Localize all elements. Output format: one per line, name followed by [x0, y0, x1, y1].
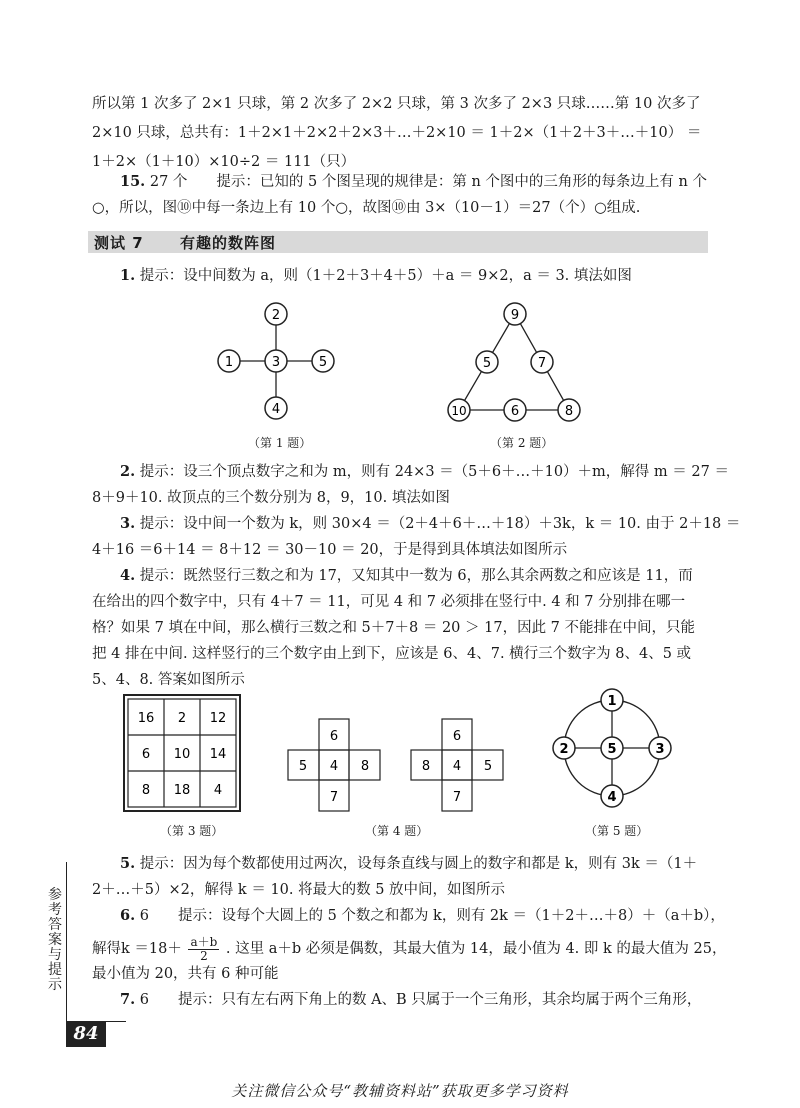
text-segment: 解得k ＝18＋: [92, 941, 182, 957]
svg-text:8: 8: [564, 404, 574, 419]
grid-cell: 10: [173, 747, 191, 762]
cell-top: 6: [452, 729, 462, 744]
text-line: 最小值为 20，共有 6 种可能: [92, 966, 279, 982]
answer-15: [120, 172, 707, 192]
answer-text: 提示：因为每个数都使用过两次，设每条直线与圆上的数字和都是 k，则有 3k ＝（1＋: [139, 856, 698, 872]
figure-2-diagram: [440, 300, 590, 425]
answer-text: 27 个 提示：已知的 5 个图呈现的规律是：第 n 个图中的三角形的每条边上有 n 个: [149, 174, 707, 190]
answer-7: [120, 990, 701, 1010]
text-line: 2×10 只球，总共有：1＋2×1＋2×2＋2×3＋…＋2×10 ＝ 1＋2×（1＋2＋3＋…＋10） ＝: [92, 125, 702, 141]
svg-text:5: 5: [482, 356, 492, 371]
svg-text:4: 4: [271, 402, 281, 417]
fraction: [188, 936, 219, 963]
svg-text:3: 3: [655, 742, 665, 757]
text-line: ○，所以，图⑩中每一条边上有 10 个○，故图⑩由 3×（10－1）＝27（个）○组成.: [92, 200, 641, 216]
figure-2-caption: （第 2 题）: [490, 436, 554, 450]
figure-4a-cross: [287, 718, 383, 814]
footer-note: 关注微信公众号“教辅资料站”获取更多学习资料: [231, 1082, 569, 1100]
sidebar-tab: [42, 860, 68, 1020]
section-label: 测试 7: [94, 234, 144, 252]
fraction-numerator: a＋b: [190, 934, 218, 949]
question-number: 4.: [120, 567, 136, 584]
figure-1-caption: （第 1 题）: [248, 436, 312, 450]
answer-text: 提示：设中间数为 a，则（1＋2＋3＋4＋5）＋a ＝ 9×2，a ＝ 3. 填法如图: [139, 268, 632, 284]
figure-4-caption: （第 4 题）: [365, 824, 429, 838]
node-left: [218, 350, 240, 372]
cell-left: 8: [421, 759, 431, 774]
answer-5: [120, 854, 697, 874]
grid-cell: 8: [141, 783, 151, 798]
figure-3-caption: （第 3 题）: [160, 824, 224, 838]
question-number: 15.: [120, 173, 146, 190]
svg-text:5: 5: [607, 742, 617, 757]
section-title: 有趣的数阵图: [180, 234, 277, 252]
svg-text:10: 10: [451, 404, 467, 418]
cell-top: 6: [329, 729, 339, 744]
node-left: [553, 737, 575, 759]
node-mid-right: [531, 351, 553, 373]
answer-text: 提示：既然竖行三数之和为 17，又知其中一数为 6，那么其余两数之和应该是 11，而: [139, 568, 693, 584]
node-right: [649, 737, 671, 759]
cell-left: 5: [298, 759, 308, 774]
grid-cell: 12: [209, 711, 227, 726]
grid-cell: 16: [137, 711, 155, 726]
node-top: [504, 303, 526, 325]
node-center: [265, 350, 287, 372]
node-mid-left: [476, 351, 498, 373]
answer-4: [120, 566, 693, 586]
figure-5-diagram: [550, 688, 674, 812]
svg-text:2: 2: [271, 308, 281, 323]
cell-center: 4: [452, 759, 462, 774]
question-number: 5.: [120, 855, 136, 872]
node-bottom: [601, 785, 623, 807]
text-line: 2＋…＋5）×2，解得 k ＝ 10. 将最大的数 5 放中间，如图所示: [92, 882, 506, 898]
node-bottom-mid: [504, 399, 526, 421]
figure-3-grid: [122, 693, 244, 815]
text-line: 格？如果 7 填在中间，那么横行三数之和 5＋7＋8 ＝ 20 ＞ 17，因此 7 不能排在中间，只能: [92, 620, 696, 636]
svg-text:7: 7: [537, 356, 547, 371]
svg-text:1: 1: [607, 694, 617, 709]
svg-text:4: 4: [607, 790, 617, 805]
answer-text: 提示：设三个顶点数字之和为 m，则有 24×3 ＝（5＋6＋…＋10）＋m，解得 m ＝ 27 ＝: [139, 464, 729, 480]
node-bottom: [265, 397, 287, 419]
svg-text:9: 9: [510, 308, 520, 323]
node-top: [601, 689, 623, 711]
question-number: 3.: [120, 515, 136, 532]
page-number: 84: [66, 1021, 106, 1047]
text-line: 在给出的四个数字中，只有 4＋7 ＝ 11，可见 4 和 7 必须排在竖行中. 4 和 7 分别排在哪一: [92, 594, 686, 610]
grid-cell: 14: [209, 747, 227, 762]
figure-1-diagram: [210, 300, 350, 430]
text-line: 所以第 1 次多了 2×1 只球，第 2 次多了 2×2 只球，第 3 次多了 2×3 只球……第 10 次多了: [92, 96, 701, 112]
question-number: 7.: [120, 991, 136, 1008]
text-line: 5、4、8. 答案如图所示: [92, 672, 245, 688]
answer-2: [120, 462, 729, 482]
cell-right: 5: [483, 759, 493, 774]
grid-cell: 18: [173, 783, 191, 798]
node-bottom-left: [448, 399, 470, 421]
node-bottom-right: [558, 399, 580, 421]
text-line-with-fraction: [92, 934, 726, 964]
node-center: [601, 737, 623, 759]
text-line: 1＋2×（1＋10）×10÷2 ＝ 111（只）: [92, 154, 356, 170]
cell-bottom: 7: [452, 790, 462, 805]
text-line: 把 4 排在中间. 这样竖行的三个数字由上到下，应该是 6、4、7. 横行三个数字为 8、4、5 或: [92, 646, 692, 662]
cell-bottom: 7: [329, 790, 339, 805]
grid-cell: 2: [177, 711, 187, 726]
svg-text:3: 3: [271, 355, 281, 370]
answer-text: 提示：设中间一个数为 k，则 30×4 ＝（2＋4＋6＋…＋18）＋3k，k ＝ 10. 由于 2＋18 ＝: [139, 516, 741, 532]
node-top: [265, 303, 287, 325]
cell-right: 8: [360, 759, 370, 774]
answer-text: 6 提示：只有左右两下角上的数 A、B 只属于一个三角形，其余均属于两个三角形，: [139, 992, 702, 1008]
question-number: 2.: [120, 463, 136, 480]
answer-1: [120, 266, 632, 286]
node-right: [312, 350, 334, 372]
figure-4b-cross: [410, 718, 506, 814]
answer-6: [120, 906, 725, 926]
text-segment: . 这里 a＋b 必须是偶数，其最大值为 14，最小值为 4. 即 k 的最大值为 25，: [225, 941, 727, 957]
sidebar-label: 参考答案与提示: [48, 887, 62, 993]
svg-text:5: 5: [318, 355, 328, 370]
fraction-denominator: 2: [200, 948, 208, 963]
section-header: [88, 231, 708, 253]
answer-text: 6 提示：设每个大圆上的 5 个数之和都为 k，则有 2k ＝（1＋2＋…＋8）＋（a＋b），: [139, 908, 725, 924]
svg-text:6: 6: [510, 404, 520, 419]
answer-3: [120, 514, 740, 534]
svg-text:1: 1: [224, 355, 234, 370]
question-number: 1.: [120, 267, 136, 284]
text-line: 4＋16 ＝6＋14 ＝ 8＋12 ＝ 30－10 ＝ 20，于是得到具体填法如图所示: [92, 542, 568, 558]
text-line: 8＋9＋10. 故顶点的三个数分别为 8，9，10. 填法如图: [92, 490, 450, 506]
question-number: 6.: [120, 907, 136, 924]
grid-cell: 6: [141, 747, 151, 762]
grid-cell: 4: [213, 783, 223, 798]
svg-text:2: 2: [559, 742, 569, 757]
figure-5-caption: （第 5 题）: [585, 824, 649, 838]
cell-center: 4: [329, 759, 339, 774]
